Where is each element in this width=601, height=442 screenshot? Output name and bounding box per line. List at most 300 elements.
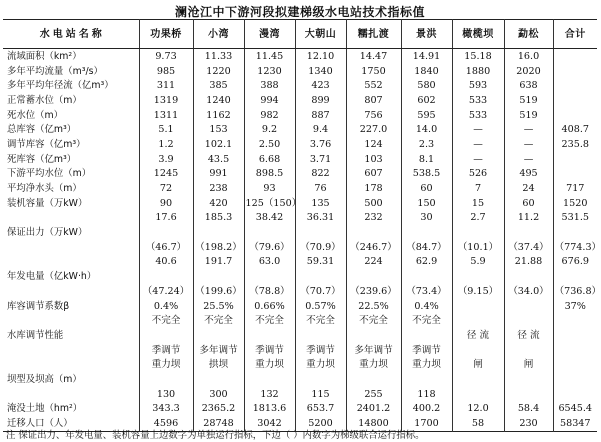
table-row	[3, 269, 597, 284]
table-cell: 150	[401, 196, 452, 211]
table-cell: 2.3	[401, 137, 452, 152]
table-cell	[452, 225, 504, 240]
table-row	[3, 387, 597, 402]
table-cell: 11.33	[193, 49, 244, 64]
table-cell: 224	[346, 255, 401, 270]
table-cell: 5200	[295, 416, 346, 431]
table-cell: （47.24）	[139, 284, 193, 299]
table-title: 澜沧江中下游河段拟建梯级水电站技术指标值	[174, 5, 425, 19]
table-row	[3, 108, 597, 123]
table-cell: 6545.4	[553, 402, 597, 417]
table-cell: 255	[346, 387, 401, 402]
table-cell: 982	[244, 108, 295, 123]
table-row	[3, 196, 597, 211]
table-cell: 388	[244, 78, 295, 93]
table-cell	[193, 225, 244, 240]
table-body	[3, 49, 601, 432]
table-cell	[553, 93, 597, 108]
table-cell: 185.3	[193, 211, 244, 226]
table-cell: （199.6）	[193, 284, 244, 299]
table-cell	[346, 372, 401, 387]
header-row	[3, 20, 597, 49]
table-cell: 887	[295, 108, 346, 123]
table-row	[3, 78, 597, 93]
table-cell	[346, 225, 401, 240]
table-cell: 756	[346, 108, 401, 123]
table-cell: 1319	[139, 93, 193, 108]
table-cell: 400.2	[401, 402, 452, 417]
table-row	[3, 240, 597, 255]
table-cell: 24	[504, 181, 553, 196]
table-cell: 1340	[295, 64, 346, 79]
table-row	[3, 152, 597, 167]
table-cell: 径 流	[504, 328, 553, 343]
table-cell: 58347	[553, 416, 597, 431]
row-label: 年发电量（亿kW·h）	[7, 271, 97, 283]
table-cell: 135	[295, 196, 346, 211]
header-col: 糯扎渡	[346, 20, 401, 49]
table-row	[3, 255, 597, 270]
table-cell: 14800	[346, 416, 401, 431]
row-label	[3, 357, 139, 372]
table-cell: 38.42	[244, 211, 295, 226]
table-cell: 重力坝	[295, 357, 346, 372]
table-cell: 17.6	[139, 211, 193, 226]
row-label: 迁移人口（人）	[7, 418, 73, 430]
table-cell: 12.10	[295, 49, 346, 64]
table-cell: 不完全	[346, 313, 401, 328]
table-cell: —	[452, 152, 504, 167]
table-cell	[504, 225, 553, 240]
table-cell: 40.6	[139, 255, 193, 270]
table-row	[3, 402, 597, 417]
table-cell: 1245	[139, 167, 193, 182]
row-label: 淹没土地（hm²）	[7, 403, 83, 415]
table-cell	[553, 108, 597, 123]
table-cell: 25.5%	[193, 299, 244, 314]
table-cell: 227.0	[346, 122, 401, 137]
table-cell: 2.50	[244, 137, 295, 152]
row-label: 正常蓄水位（m）	[7, 94, 82, 106]
table-cell: 不完全	[244, 313, 295, 328]
table-cell: 62.9	[401, 255, 452, 270]
table-cell: 63.0	[244, 255, 295, 270]
table-cell: 季调节	[401, 343, 452, 358]
table-cell: 552	[346, 78, 401, 93]
table-cell: 不完全	[295, 313, 346, 328]
row-label	[3, 211, 139, 226]
table-cell: 季调节	[139, 343, 193, 358]
table-cell: 12.0	[452, 402, 504, 417]
table-cell: —	[504, 152, 553, 167]
table-cell	[244, 372, 295, 387]
table-cell: 14.47	[346, 49, 401, 64]
table-cell: 21.88	[504, 255, 553, 270]
table-cell: 15	[452, 196, 504, 211]
table-cell	[553, 225, 597, 240]
table-cell: 多年调节	[346, 343, 401, 358]
table-cell: 102.1	[193, 137, 244, 152]
table-cell: 0.57%	[295, 299, 346, 314]
table-cell: 538.5	[401, 167, 452, 182]
table-cell	[553, 64, 597, 79]
table-cell: 5.1	[139, 122, 193, 137]
footnote: 注 保证出力、年发电量、装机容量上边数字为单独运行指标，下边（ ）内数字为梯级联合运行指标。	[6, 430, 425, 441]
header-col: 橄榄坝	[452, 20, 504, 49]
header-station-name: 水电站名称	[3, 20, 139, 49]
table-cell: 4596	[139, 416, 193, 431]
table-cell: 9.73	[139, 49, 193, 64]
table-cell: 闸	[452, 357, 504, 372]
table-cell: 118	[401, 387, 452, 402]
table-cell	[452, 313, 504, 328]
row-label: 水库调节性能	[7, 329, 64, 341]
table-cell	[553, 49, 597, 64]
table-cell: 1840	[401, 64, 452, 79]
row-label: 死库容（亿m³）	[7, 153, 77, 165]
table-cell: 22.5%	[346, 299, 401, 314]
table-cell	[553, 269, 597, 284]
table-cell: 408.7	[553, 122, 597, 137]
table-row	[3, 93, 597, 108]
table-cell	[401, 372, 452, 387]
hydropower-table	[3, 19, 601, 432]
table-cell: 1162	[193, 108, 244, 123]
row-label	[3, 313, 139, 328]
table-cell: （37.4）	[504, 240, 553, 255]
table-row	[3, 372, 597, 387]
table-cell: 7	[452, 181, 504, 196]
table-cell	[346, 269, 401, 284]
table-cell: 不完全	[401, 313, 452, 328]
table-row	[3, 343, 597, 358]
table-cell	[295, 328, 346, 343]
row-label: 多年平均年径流（亿m³）	[7, 80, 114, 92]
table-cell: 807	[346, 93, 401, 108]
row-label: 调节库容（亿m³）	[7, 138, 86, 150]
table-cell: 拱坝	[193, 357, 244, 372]
table-cell: 607	[346, 167, 401, 182]
table-cell: （736.8）	[554, 285, 601, 297]
table-cell: 0.4%	[139, 299, 193, 314]
table-cell	[139, 225, 193, 240]
row-label: 库容调节系数β	[7, 300, 70, 312]
header-col: 小湾	[193, 20, 244, 49]
table-cell: —	[452, 122, 504, 137]
table-row	[3, 328, 597, 343]
table-cell: （46.7）	[139, 240, 193, 255]
table-cell: 重力坝	[244, 357, 295, 372]
row-label: 平均净水头（m）	[7, 183, 82, 195]
table-cell: 径 流	[452, 328, 504, 343]
table-cell: 36.31	[295, 211, 346, 226]
header-col: 合计	[553, 20, 597, 49]
header-col: 漫湾	[244, 20, 295, 49]
table-cell: 不完全	[193, 313, 244, 328]
table-cell	[139, 269, 193, 284]
table-cell: 6.68	[244, 152, 295, 167]
table-cell: 2365.2	[193, 402, 244, 417]
table-cell: —	[504, 122, 553, 137]
table-cell	[401, 269, 452, 284]
table-cell: 3.71	[295, 152, 346, 167]
table-cell: （246.7）	[346, 240, 401, 255]
table-cell: 58.4	[504, 402, 553, 417]
table-cell	[346, 328, 401, 343]
table-cell: 1700	[401, 416, 452, 431]
table-cell: 115	[295, 387, 346, 402]
table-cell: 130	[139, 387, 193, 402]
table-cell: 1240	[193, 93, 244, 108]
table-cell: 495	[504, 167, 553, 182]
table-cell: 1750	[346, 64, 401, 79]
table-cell: 37%	[553, 299, 597, 314]
table-cell: 季调节	[295, 343, 346, 358]
row-label: 坝型及坝高（m）	[7, 373, 82, 385]
table-cell: （84.7）	[401, 240, 452, 255]
table-cell: 580	[401, 78, 452, 93]
table-cell: 124	[346, 137, 401, 152]
table-cell: 15.18	[452, 49, 504, 64]
table-row	[3, 211, 597, 226]
table-row	[3, 299, 597, 314]
table-row	[3, 167, 597, 182]
table-cell	[553, 313, 597, 328]
table-cell	[504, 343, 553, 358]
table-cell: （70.9）	[295, 240, 346, 255]
table-cell	[193, 328, 244, 343]
table-row	[3, 49, 597, 64]
table-cell: 238	[193, 181, 244, 196]
row-label	[3, 343, 139, 358]
table-cell	[553, 167, 597, 182]
table-cell: 898.5	[244, 167, 295, 182]
table-row	[3, 64, 597, 79]
table-cell: 230	[504, 416, 553, 431]
table-cell: 103	[346, 152, 401, 167]
table-cell: 153	[193, 122, 244, 137]
table-cell: 8.1	[401, 152, 452, 167]
table-cell: 28748	[193, 416, 244, 431]
table-cell: 30	[401, 211, 452, 226]
table-cell	[504, 387, 553, 402]
table-cell	[452, 269, 504, 284]
table-row	[3, 284, 597, 299]
table-cell: 232	[346, 211, 401, 226]
table-cell	[295, 269, 346, 284]
table-cell	[452, 372, 504, 387]
table-row	[3, 313, 597, 328]
table-cell: 0.4%	[401, 299, 452, 314]
table-cell: 9.4	[295, 122, 346, 137]
table-cell: 72	[139, 181, 193, 196]
table-cell: 420	[193, 196, 244, 211]
table-cell: （78.8）	[244, 284, 295, 299]
row-label: 总库容（亿m³）	[7, 124, 77, 136]
table-cell	[139, 328, 193, 343]
table-cell: 多年调节	[193, 343, 244, 358]
table-cell: 343.3	[139, 402, 193, 417]
table-cell	[553, 78, 597, 93]
table-cell: 重力坝	[401, 357, 452, 372]
table-cell	[295, 225, 346, 240]
table-cell: 1311	[139, 108, 193, 123]
table-cell: 1230	[244, 64, 295, 79]
table-cell: 593	[452, 78, 504, 93]
table-cell: 0.66%	[244, 299, 295, 314]
row-label: 装机容量（万kW）	[7, 197, 88, 209]
table-row	[3, 181, 597, 196]
table-cell	[452, 343, 504, 358]
table-cell: 822	[295, 167, 346, 182]
table-cell: —	[452, 137, 504, 152]
table-cell: 90	[139, 196, 193, 211]
table-cell: 991	[193, 167, 244, 182]
table-cell: 132	[244, 387, 295, 402]
table-cell	[553, 152, 597, 167]
table-cell	[193, 372, 244, 387]
table-cell: 3042	[244, 416, 295, 431]
table-cell: 178	[346, 181, 401, 196]
table-cell: 16.0	[504, 49, 553, 64]
table-cell: 1520	[553, 196, 597, 211]
table-cell: 11.45	[244, 49, 295, 64]
table-cell: 3.9	[139, 152, 193, 167]
header-col: 功果桥	[139, 20, 193, 49]
table-cell: 43.5	[193, 152, 244, 167]
row-label: 下游平均水位（m）	[7, 168, 92, 180]
table-cell: （79.6）	[244, 240, 295, 255]
table-cell: —	[504, 137, 553, 152]
table-cell: 60	[401, 181, 452, 196]
table-cell: 717	[553, 181, 597, 196]
table-row	[3, 137, 597, 152]
table-cell: 重力坝	[139, 357, 193, 372]
header-col: 景洪	[401, 20, 452, 49]
table-cell: 11.2	[504, 211, 553, 226]
table-cell: 899	[295, 93, 346, 108]
table-cell: 385	[193, 78, 244, 93]
table-cell: 1.2	[139, 137, 193, 152]
table-cell: 2401.2	[346, 402, 401, 417]
table-cell: 653.7	[295, 402, 346, 417]
table-cell: 14.0	[401, 122, 452, 137]
table-cell: 9.2	[244, 122, 295, 137]
table-cell: （239.6）	[346, 284, 401, 299]
table-cell: （774.3）	[554, 241, 601, 253]
row-label: 流域面积（km²）	[7, 50, 82, 62]
table-cell: 2.7	[452, 211, 504, 226]
table-cell: 994	[244, 93, 295, 108]
table-cell: 519	[504, 93, 553, 108]
header-col: 大朝山	[295, 20, 346, 49]
header-col: 勐松	[504, 20, 553, 49]
row-label: 死水位（m）	[7, 109, 64, 121]
table-cell: 676.9	[553, 255, 597, 270]
table-cell	[401, 225, 452, 240]
table-cell: 3.76	[295, 137, 346, 152]
table-cell	[452, 299, 504, 314]
table-row	[3, 357, 597, 372]
table-cell	[553, 357, 597, 372]
table-cell: 531.5	[553, 211, 597, 226]
table-cell: 300	[193, 387, 244, 402]
table-cell: （10.1）	[452, 240, 504, 255]
table-cell	[401, 328, 452, 343]
table-cell: 14.91	[401, 49, 452, 64]
table-cell: 重力坝	[346, 357, 401, 372]
table-cell: 423	[295, 78, 346, 93]
table-cell: 519	[504, 108, 553, 123]
table-cell: 2020	[504, 64, 553, 79]
table-cell: 235.8	[553, 137, 597, 152]
table-cell	[295, 372, 346, 387]
table-cell: 60	[504, 196, 553, 211]
table-cell: 602	[401, 93, 452, 108]
table-cell	[244, 269, 295, 284]
table-cell	[553, 372, 597, 387]
row-label	[3, 255, 139, 270]
table-cell: 191.7	[193, 255, 244, 270]
table-cell: （9.15）	[452, 284, 504, 299]
table-cell: 595	[401, 108, 452, 123]
table-cell: 1220	[193, 64, 244, 79]
table-cell: 985	[139, 64, 193, 79]
row-label	[3, 240, 139, 255]
table-cell	[139, 372, 193, 387]
table-cell: 93	[244, 181, 295, 196]
table-cell: 1880	[452, 64, 504, 79]
table-cell: 59.31	[295, 255, 346, 270]
table-cell	[553, 343, 597, 358]
table-cell: （70.7）	[295, 284, 346, 299]
table-cell: 季调节	[244, 343, 295, 358]
table-cell: （73.4）	[401, 284, 452, 299]
table-cell: 533	[452, 108, 504, 123]
table-cell	[244, 225, 295, 240]
table-cell: 不完全	[139, 313, 193, 328]
table-cell	[553, 328, 597, 343]
table-cell: 125（150）	[245, 197, 302, 209]
table-cell: 500	[346, 196, 401, 211]
table-cell	[244, 328, 295, 343]
table-cell	[504, 299, 553, 314]
table-cell: 76	[295, 181, 346, 196]
table-cell	[193, 269, 244, 284]
table-cell	[504, 372, 553, 387]
table-cell: 526	[452, 167, 504, 182]
table-cell: 311	[139, 78, 193, 93]
table-cell: 闸	[504, 357, 553, 372]
table-row	[3, 122, 597, 137]
table-cell: 5.9	[452, 255, 504, 270]
row-label: 保证出力（万kW）	[7, 227, 88, 239]
row-label	[3, 387, 139, 402]
table-row	[3, 225, 597, 240]
row-label: 多年平均流量（m³/s）	[7, 65, 103, 77]
table-cell: （34.0）	[504, 284, 553, 299]
table-cell: 58	[452, 416, 504, 431]
table-cell: 533	[452, 93, 504, 108]
table-cell: 638	[504, 78, 553, 93]
table-cell: 1813.6	[244, 402, 295, 417]
row-label	[3, 284, 139, 299]
table-cell	[553, 387, 597, 402]
table-cell	[504, 313, 553, 328]
table-cell	[504, 269, 553, 284]
table-cell	[452, 387, 504, 402]
table-cell: （198.2）	[193, 240, 244, 255]
